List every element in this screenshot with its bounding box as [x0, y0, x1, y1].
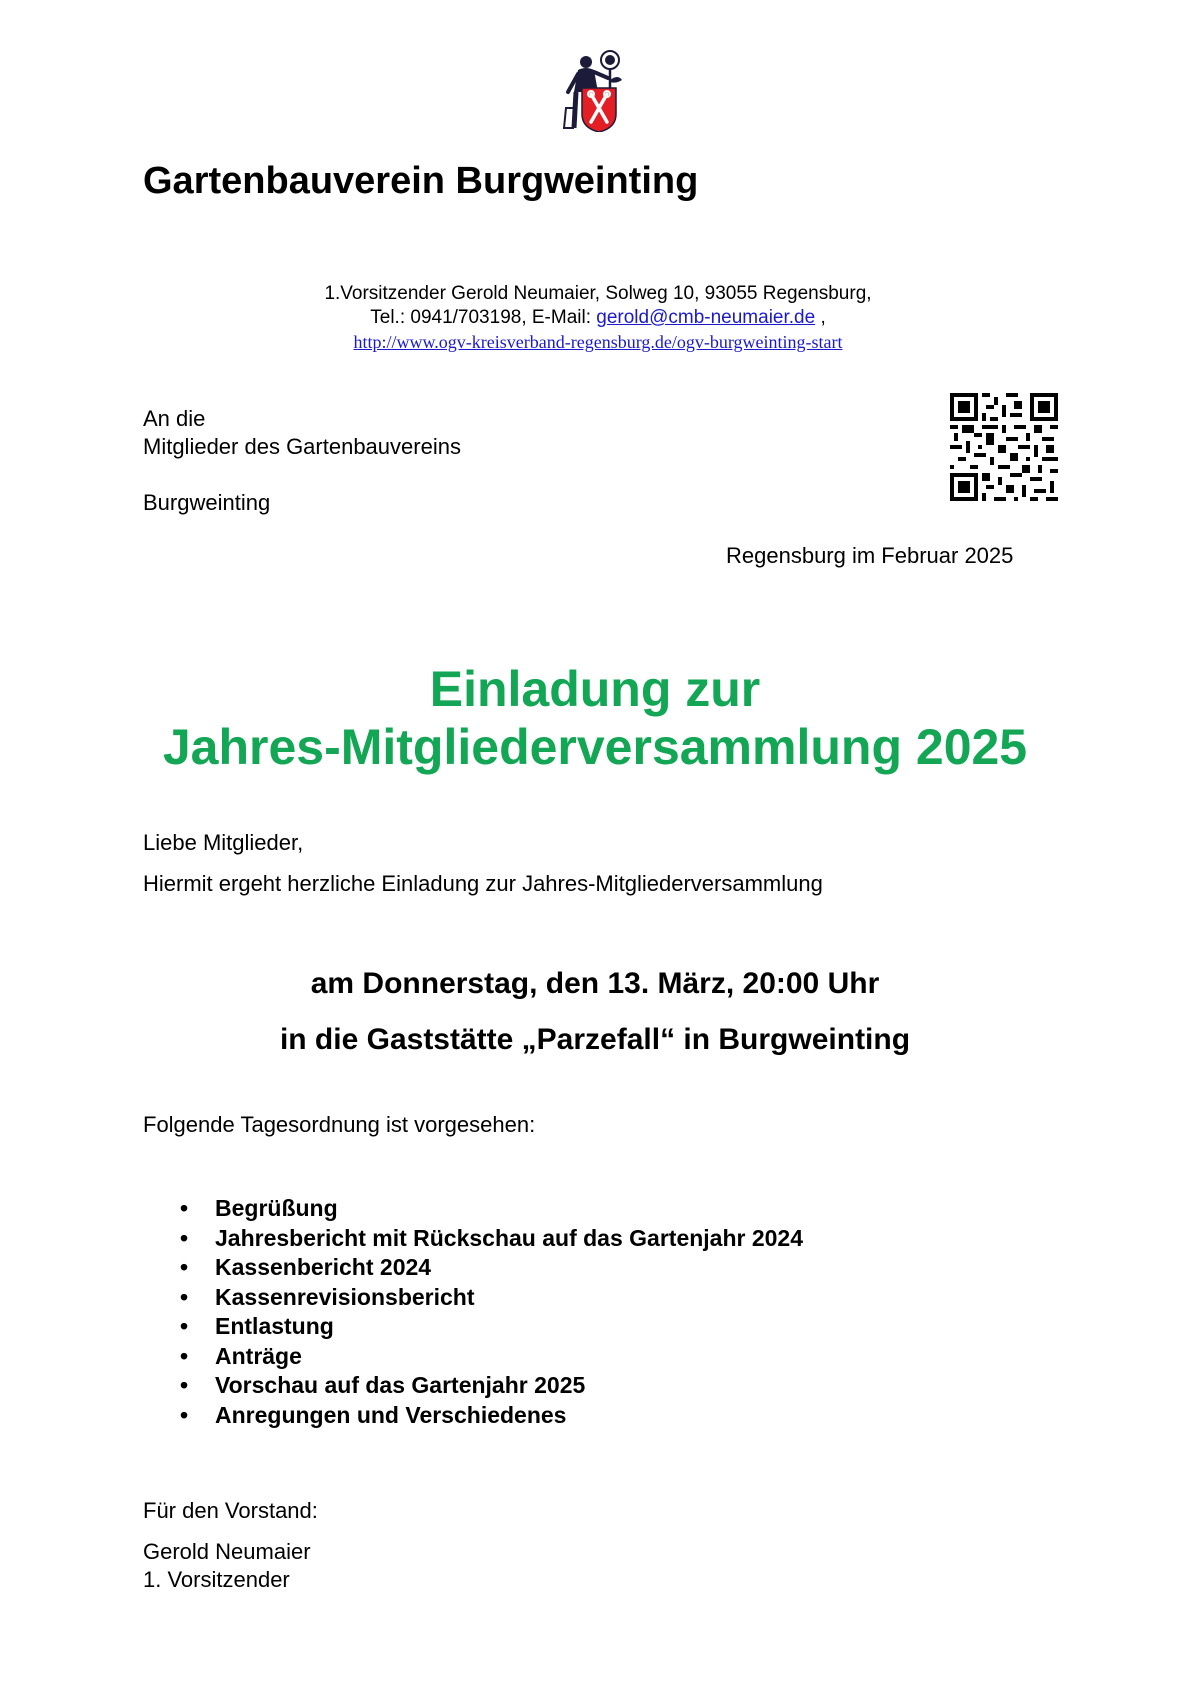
- recipient-line: Mitglieder des Gartenbauvereins: [143, 434, 461, 459]
- event-details: [0, 956, 1190, 1068]
- event-date-time: am Donnerstag, den 13. März, 20:00 Uhr: [310, 967, 880, 1000]
- club-logo: [558, 48, 628, 132]
- greeting: Liebe Mitglieder,: [143, 830, 304, 855]
- agenda-list: [180, 1194, 803, 1430]
- letter-body: [143, 822, 823, 904]
- recipient-line: An die: [143, 406, 206, 431]
- organization-name: Gartenbauverein Burgweinting: [143, 160, 699, 202]
- website-line: [240, 330, 956, 355]
- date-line: Regensburg im Februar 2025: [726, 543, 1014, 568]
- title-line-1: Einladung zur: [429, 661, 761, 717]
- tel-label: Tel.: 0941/703198, E-Mail:: [370, 307, 597, 328]
- email-link[interactable]: gerold@cmb-neumaier.de: [596, 307, 816, 328]
- contact-block: [240, 282, 956, 355]
- agenda-item: • Entlastung: [180, 1312, 803, 1342]
- qr-code-icon[interactable]: [950, 393, 1058, 501]
- agenda-item: • Kassenbericht 2024: [180, 1253, 803, 1283]
- invitation-title: [0, 660, 1190, 776]
- email-suffix: ,: [815, 307, 826, 328]
- agenda-item: • Vorschau auf das Gartenjahr 2025: [180, 1371, 803, 1401]
- signatory-role: 1. Vorsitzender: [143, 1567, 290, 1592]
- closing-label: Für den Vorstand:: [143, 1498, 318, 1523]
- crest-icon: [582, 88, 616, 132]
- agenda-item: • Anregungen und Verschiedenes: [180, 1401, 803, 1431]
- agenda-item: • Anträge: [180, 1342, 803, 1372]
- agenda-item: • Jahresbericht mit Rückschau auf das Gartenjahr 2024: [180, 1224, 803, 1254]
- recipient-block: [143, 405, 461, 517]
- agenda-item: • Begrüßung: [180, 1194, 803, 1224]
- title-line-2: Jahres-Mitgliederversammlung 2025: [162, 719, 1028, 775]
- contact-address-line: 1.Vorsitzender Gerold Neumaier, Solweg 10, 93055 Regensburg,: [324, 283, 872, 304]
- recipient-line: Burgweinting: [143, 490, 271, 515]
- intro-text: Hiermit ergeht herzliche Einladung zur Jahres-Mitgliederversammlung: [143, 871, 823, 896]
- contact-tel-email-line: [240, 306, 956, 330]
- event-location: in die Gaststätte „Parzefall“ in Burgweinting: [279, 1023, 911, 1056]
- signatory-name: Gerold Neumaier: [143, 1539, 311, 1564]
- sunflower-icon: [601, 51, 622, 88]
- website-link[interactable]: http://www.ogv-kreisverband-regensburg.de/ogv-burgweinting-start: [353, 332, 843, 352]
- agenda-item: • Kassenrevisionsbericht: [180, 1283, 803, 1313]
- agenda-intro: Folgende Tagesordnung ist vorgesehen:: [143, 1112, 536, 1137]
- closing-block: [143, 1497, 318, 1594]
